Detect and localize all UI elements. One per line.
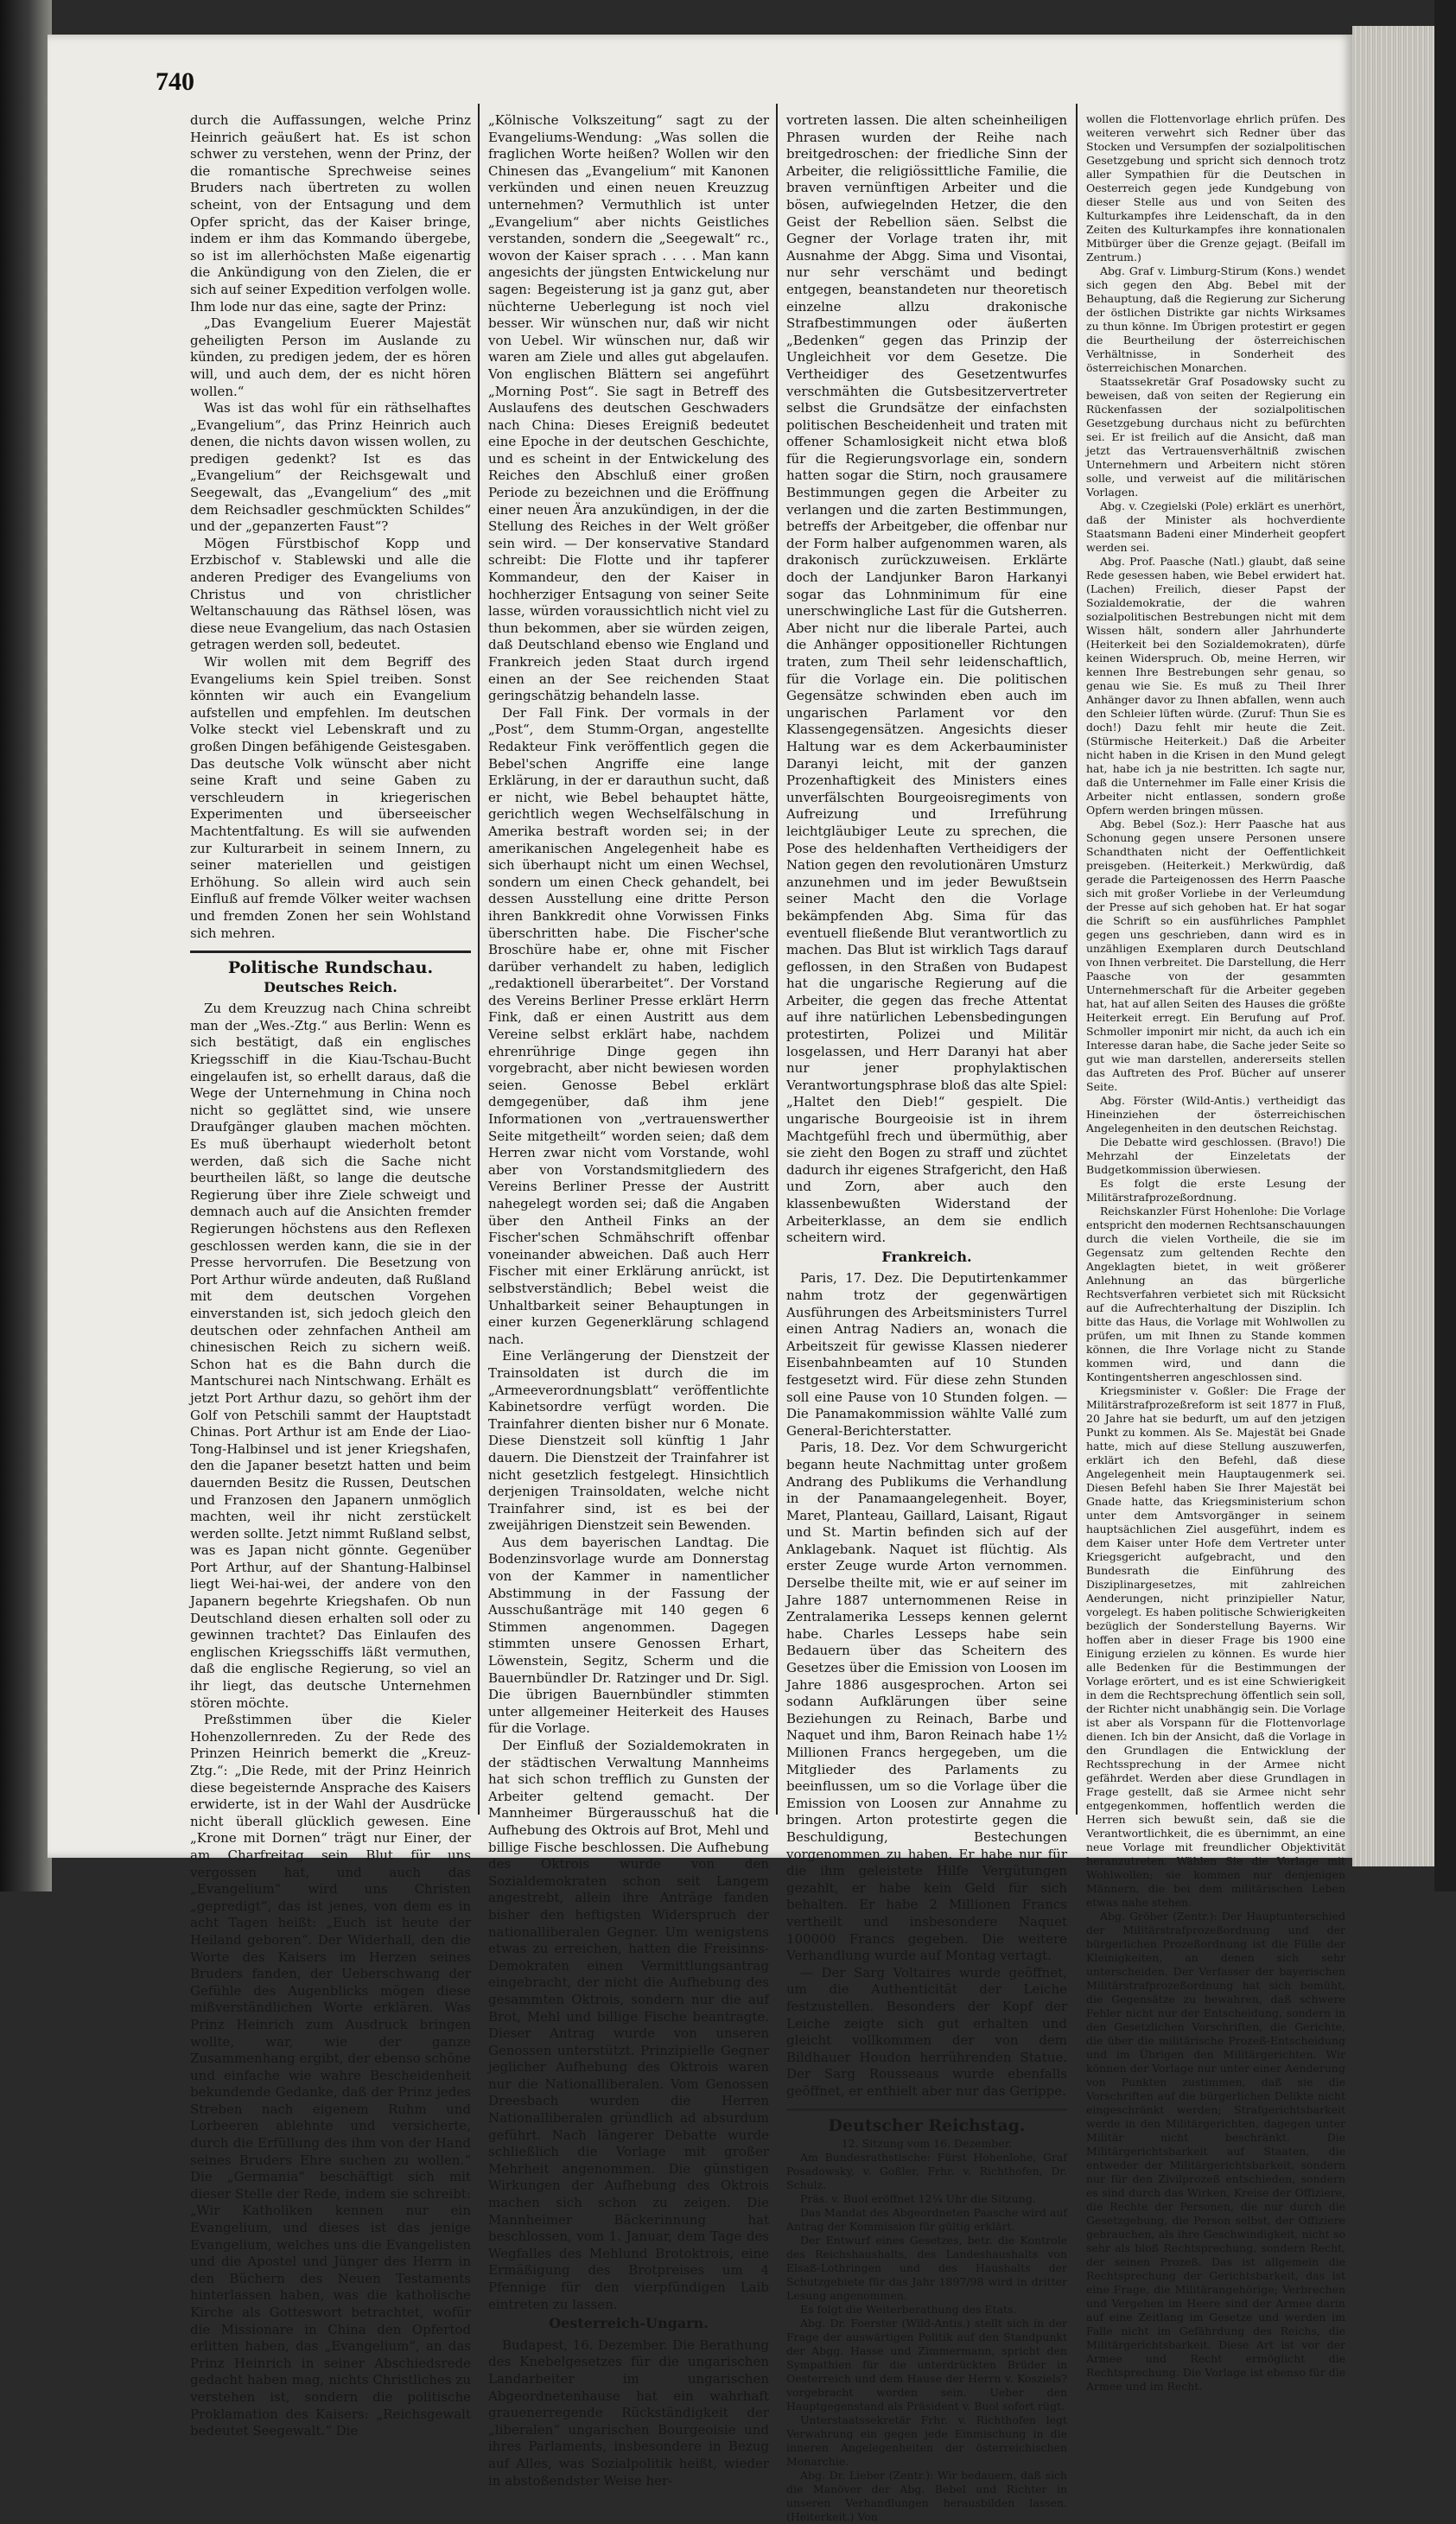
section-subheading: Deutsches Reich. bbox=[264, 978, 397, 995]
paragraph: Budapest, 16. Dezember. Die Berathung des Knebelgesetzes für die ungarischen Landarbeiter im ungarischen Abgeordnetenhause hat ein wahrhaft grauenerregende Rückständigkeit der „liberalen“ ungarischen Bourgeoisie und ihres Parlaments, insbesondere in Bezug auf Alles, was Sozialpolitik heißt, wieder in abstoßendster Weise her- bbox=[488, 2336, 769, 2489]
paragraph: Preßstimmen über die Kieler Hohenzollernreden. Zu der Rede des Prinzen Heinrich bemerkt die „Kreuz-Ztg.“: „Die Rede, mit der Prinz Heinrich diese begeisternde Ansprache des Kaisers erwiderte, ist in der Wahl der Ausdrücke nicht überall glücklich gewesen. Eine „Krone mit Dornen“ trägt nur Einer, der am Charfreitag sein Blut für uns vergossen hat, und auch das „Evangelium“ wird uns Christen „gepredigt“, das ist jenes, von dem es in acht Tagen heißt: „Euch ist heute der Heiland geboren“. Der Widerhall, den die Worte des Kaisers im Herzen seines Bruders fanden, der Ueberschwang der Gefühle des Augenblicks mögen diese mißverständlichen Worte erklären. Was Prinz Heinrich zum Ausdruck bringen wollte, war, wie der ganze Zusammenhang ergibt, der ebenso schöne und einfache wie wahre Bescheidenheit bekundende Gedanke, daß der Prinz jedes Streben nach eigenem Ruhm und Lorbeeren ablehnte und versicherte, durch die Erfüllung des ihm von der Hand seines Bruders Ehre suchen zu wollen.“ Die „Germania“ beschäftigt sich mit dieser Stelle der Rede, indem sie schreibt: „Wir Katholiken kennen nur ein Evangelium, und dieses ist das jenige Evangelium, welches uns die Evangelisten und die Apostel und Jünger des Herrn in den Büchern des Neuen Testaments hinterlassen haben, was die katholische Kirche als Gotteswort betrachtet, wofür die Missionare in China den Opfertod erlitten haben, das „Evangelium“, an das Prinz Heinrich in seiner Abschiedsrede gedacht haben mag, nichts Christliches zu verstehen ist, sondern die politische Proklamation des Kaisers: „Reichsgewalt bedeutet Seegewalt.“ Die bbox=[190, 1712, 471, 2439]
column-4 bbox=[1086, 112, 1345, 2393]
small-paragraph: Präs. v. Buol eröffnet 12¼ Uhr die Sitzung. bbox=[800, 2192, 1036, 2206]
small-paragraph: Abg. v. Czegielski (Pole) erklärt es unerhört, daß der Minister als hochverdiente Staatsmann Badeni einer Minderheit geopfert werden sei. bbox=[1086, 499, 1345, 554]
small-paragraph: Abg. Prof. Paasche (Natl.) glaubt, daß seine Rede gesessen haben, wie Bebel erwidert hat. (Lachen) Freilich, dieser Papst der Sozialdemokratie, der die wahren sozialpolitischen Bestrebungen nicht mit dem Wissen hält, sondern aller Jahrhunderte (Heiterkeit bei den Sozialdemokraten), dürfe keinen Widerspruch. Ob, meine Herren, wir kennen Ihre Bestrebungen sehr genau, so genau wie Sie. Es muß zu Theil Ihrer Anhänger davor zu Ihnen abfallen, wenn auch den Schleier lüften würde. (Zuruf: Thun Sie es doch!) Dazu fehlt mir heute die Zeit. (Stürmische Heiterkeit.) Daß die Arbeiter nicht haben in die Krisen in den Mund gelegt hat, habe ich ja nie bestritten. Ich sagte nur, daß die Unternehmer im Falle einer Krisis die Arbeiter nicht entlassen, sondern große Opfern werden bringen müssen. bbox=[1086, 555, 1345, 817]
section-subheading: Oesterreich-Ungarn. bbox=[549, 2315, 709, 2332]
small-paragraph: Abg. Gröber (Zentr.): Der Hauptunterschied der Militärstrafprozeßordnung und der bürgerlichen Prozeßordnung ist die Fülle der Kleinigkeiten, an denen sich sehr unterscheiden. Der Verfasser der bayerischen Militärstrafprozeßordnung hat sich bemüht, die Gegensätze zu bewahren, daß schwere Fehler nicht nur der Entscheidung, sondern in den Gesetzlichen Vorschriften, die Gerichte, die über die militärische Prozeß-Entscheidung und im Übrigen den Militärgerichten. Wir können der Vorlage nur unter einer Aenderung von Punkten zustimmen, daß sie die Vorschriften auf die bürgerlichen Delikte nicht eingeschränkt werden; Strafgerichtsbarkeit werde in den Militärgerichten, dagegen unter Militär nicht beschränkt. Die Militärgerichtsbarkeit auf Staaten, die entweder der Militärgerichtsbarkeit, sondern nur für den Zivilprozeß entschieden, sondern es sind durch das Wirken, Kreise der Offiziere, die Rechte der Personen, die nur durch die Gesetzgebung, die Person selbst, der Offiziere gebrauchen, als ihre Geschwindigkeit, nicht so sehr als bloß Rechtsprechung, sondern Recht, der seinen Prozeß. Das ist allgemein die Rechtsprechung der Gerichtsbarkeit, das ist eine Frage, die Militärangehörige; Verbrechen und Vergehen im Heere sind der Armee darin auf eine Zeitlang im Gesetze und werden im Falle nicht im Gefährdung des Reichs, die Militärgerichtsbarkeit. Diese Art ist vor der Armee und Recht ermöglicht die Rechtsprechung. Die Vorlage ist ebenso für die Armee und im Recht. bbox=[1086, 1910, 1345, 2393]
paragraph: Der Fall Fink. Der vormals in der „Post“, dem Stumm-Organ, angestellte Redakteur Fink veröffentlich gegen die Bebel'schen Angriffe eine lange Erklärung, in der er darauthun sucht, daß er nicht, wie Bebel behauptet hätte, gerichtlich wegen Wechselfälschung in Amerika bestraft worden sei; in der amerikanischen Angelegenheit habe es sich überhaupt nicht um einen Wechsel, sondern um einen Check gehandelt, bei dessen Ausstellung eine dritte Person ihren Bankkredit ohne Vorwissen Finks überschritten habe. Die Fischer'sche Broschüre habe er, ohne mit Fischer darüber verhandelt zu haben, lediglich „redaktionell überarbeitet“. Der Vorstand des Vereins Berliner Presse erklärt Herrn Fink, daß er einen Austritt aus dem Vereine selbst erklärt habe, nachdem ehrenrührige Dinge gegen ihn vorgebracht, aber nicht bewiesen worden seien. Genosse Bebel erklärt demgegenüber, daß ihm jene Informationen von „vertrauenswerther Seite mitgetheilt“ worden seien; daß dem Herren zwar nicht vom Vorstande, wohl aber von Vorstandsmitgliedern des Vereins Berliner Presse der Austritt nahegelegt worden sei; daß die Angaben über den Antheil Finks an der Fischer'schen Schmähschrift offenbar voneinander abweichen. Daß auch Herr Fischer mit einer Erklärung anrückt, ist selbstverständlich; Bebel weist die Unhaltbarkeit seiner Behauptungen in einer kurzen Gegenerklärung schlagend nach. bbox=[488, 704, 769, 1347]
small-paragraph: Staatssekretär Graf Posadowsky sucht zu beweisen, daß von seiten der Regierung ein Rückenfassen der sozialpolitischen Gesetzgebung durchaus nicht zu befürchten sei. Er ist freilich auf die Ansicht, daß man jetzt das Vertrauensverhältniß zwischen Unternehmern und Arbeitern nicht stören solle, und verweist auf die militärischen Vorlagen. bbox=[1086, 375, 1345, 499]
page-number: 740 bbox=[156, 67, 194, 96]
small-paragraph: Die Debatte wird geschlossen. (Bravo!) Die Mehrzahl der Einzeletats der Budgetkommission überwiesen. bbox=[1086, 1135, 1345, 1176]
paragraph: „Kölnische Volkszeitung“ sagt zu der Evangeliums-Wendung: „Was sollen die fraglichen Worte heißen? Wollen wir den Chinesen das „Evangelium“ mit Kanonen verkünden und einen neuen Kreuzzug unternehmen? Vermuthlich ist unter „Evangelium“ aber nichts Geistliches verstanden, sondern die „Seegewalt“ rc., wovon der Kaiser sprach . . . . Man kann angesichts der jüngsten Entwickelung nur sagen: Begeisterung ist ja ganz gut, aber nüchterne Ueberlegung ist noch viel besser. Wir wünschen nur, daß wir nicht von Uebel. Wir wünschen nur, daß wir waren am Ziele und alles gut abgelaufen. Von englischen Blättern sei angeführt „Morning Post“. Sie sagt in Betreff des Auslaufens des deutschen Geschwaders nach China: Dieses Ereigniß bedeutet eine Epoche in der deutschen Geschichte, und es scheint in der Entwickelung des Reiches den Abschluß einer großen Periode zu bezeichnen und die Eröffnung einer neuen Ära anzukündigen, in der die Stellung des Reiches in der Welt größer sein wird. — Der konservative Standard schreibt: Die Flotte und ihr tapferer Kommandeur, den der Kaiser in hochherziger Entsagung von seiner Seite lasse, würden voraussichtlich nicht viel zu thun bekommen, aber sie würden zeigen, daß Deutschland ebenso wie England und Frankreich jeden Staat durch irgend einen an der See reichenden Staat geringschätzig behandeln lasse. bbox=[488, 112, 769, 704]
small-paragraph: Abg. Dr. Foerster (Wild-Antis.) stellt sich in der Frage der auswärtigen Politik auf den Standpunkt der Abgg. Hasse und Zimmermann, spricht den Sympathien für die unterdrückten Brüder in Oesterreich und dem Hause der Herrn v. Kosziels? vorgebracht worden sein. Ueber den Hauptgegenstand als Präsident v. Buol sofort rügt. bbox=[786, 2317, 1067, 2413]
small-paragraph: Abg. Förster (Wild-Antis.) vertheidigt das Hineinziehen der österreichischen Angelegenheiten in den deutschen Reichstag. bbox=[1086, 1094, 1345, 1135]
paragraph: Paris, 18. Dez. Vor dem Schwurgericht begann heute Nachmittag unter großem Andrang des Publikums die Verhandlung in der Panamaangelegenheit. Boyer, Maret, Planteau, Gaillard, Laisant, Rigaut und St. Martin befinden sich auf der Anklagebank. Naquet ist flüchtig. Als erster Zeuge wurde Arton vernommen. Derselbe theilte mit, wie er auf seiner im Jahre 1887 unternommenen Reise in Zentralamerika Lesseps kennen gelernt habe. Charles Lesseps habe sein Bedauern über das Scheitern des Gesetzes über die Emission von Loosen im Jahre 1886 ausgesprochen. Arton sei sodann Aufklärungen über seine Beziehungen zu Reinach, Barbe und Naquet und ihm, Baron Reinach habe 1½ Millionen Francs hergegeben, um die Mitglieder des Parlaments zu beeinflussen, um so die Vorlage über die Emission von Loosen zur Annahme zu bringen. Arton protestirte gegen die Beschuldigung, Bestechungen vorgenommen zu haben. Er habe nur für die ihm geleistete Hilfe Vergütungen gezahlt, er habe kein Geld für sich behalten. Er habe 2 Millionen Francs vertheilt und insbesondere Naquet 100000 Francs gegeben. Die weitere Verhandlung wurde auf Montag vertagt. bbox=[786, 1440, 1067, 1964]
section-heading: Deutscher Reichstag. bbox=[828, 2116, 1026, 2136]
small-paragraph: Es folgt die Weiterberathung des Etats. bbox=[800, 2303, 1017, 2317]
small-paragraph: Kriegsminister v. Goßler: Die Frage der Militärstrafprozeßreform ist seit 1877 in Fluß, 20 Jahre hat sie bedurft, um auf den jetzigen Punkt zu kommen. Als Se. Majestät bei Gnade hatte, mich auf diese Stellung auszuwerfen, erklärt ich den Befehl, daß diese Angelegenheit mein Hauptaugenmerk sei. Diesen Befehl haben Sie Ihrer Majestät bei Gnade hatte, das Kriegsministerium schon unter dem Amtsvorgänger in seinem hauptsächlichen Ziel ausgeführt, indem es dem Kaiser unter Hofe dem Vertreter unter Kriegsgericht aufgebracht, und den Bundesrath die Einführung des Disziplinargesetzes, mit zahlreichen Aenderungen, nicht prinzipieller Natur, vorgelegt. Es haben politische Schwierigkeiten bezüglich der Sonderstellung Bayerns. Wir hoffen aber in dieser Frage bis 1900 eine Einigung erzielen zu können. Es wurde hier alle Bedenken für die Bestimmungen der Vorlage erörtert, und es ist eine Schwierigkeit in dem die Rechtsprechung öffentlich sein soll, der Richter nicht unabhängig sein. Die Vorlage ist aber als Vorspann für die Flottenvorlage dienen. Ich bin der Ansicht, daß die Vorlage in den Grundlagen die Entwicklung der Rechtssprechung in der Armee nicht gefährdet. Werden aber diese Grundlagen in Frage gestellt, daß sie Armee nicht sehr entgegenkommen, hoffentlich werden die Herren sich bewußt sein, daß sie die Verantwortlichkeit, die es übernimmt, an eine neue Vorlage mit freundlicher Objektivität heranzutreten. Wählen Sie die Vorlage mit Wohlwollen; sie kommen nur denjenigen Männern, die bei dem militärischen Leben etwas nahe stehen. bbox=[1086, 1384, 1345, 1909]
small-paragraph: Am Bundesrathstische: Fürst Hohenlohe, Graf Posadowsky, v. Goßler, Frhr. v. Richthofen, Dr. Schulz. bbox=[786, 2151, 1067, 2192]
paragraph: Paris, 17. Dez. Die Deputirtenkammer nahm trotz der gegenwärtigen Ausführungen des Arbeitsministers Turrel einen Antrag Nadiers an, wonach die Arbeitszeit für gewisse Klassen niederer Eisenbahnbeamten auf 10 Stunden festgesetzt wird. Für diese zehn Stunden soll eine Pause von 10 Stunden folgen. — Die Panamakommission wählte Vallé zum General-Berichterstatter. bbox=[786, 1270, 1067, 1439]
paragraph: durch die Auffassungen, welche Prinz Heinrich geäußert hat. Es ist schon schwer zu verstehen, wenn der Prinz, der die romantische Sprechweise seines Bruders nach übertreten zu wollen scheint, von der Entsagung und dem Opfer spricht, das der Kaiser bringe, indem er ihm das Kommando übergebe, so ist im allerhöchsten Maße eigenartig die Ankündigung von den Zielen, die er sich auf seiner Expedition verfolgen wolle. Ihm lode nur das eine, sagte der Prinz: bbox=[190, 112, 471, 315]
reichstag-report bbox=[786, 2137, 1067, 2524]
section-subheading: Frankreich. bbox=[881, 1248, 972, 1265]
paragraph: — Der Sarg Voltaires wurde geöffnet, um die Authenticität der Leiche festzustellen. Besonders der Kopf der Leiche zeigte sich gut erhalten und gleicht vollkommen der von dem Bildhauer Houdon herrührenden Statue. Der Sarg Rousseaus wurde ebenfalls geöffnet, er enthielt aber nur das Gerippe. bbox=[786, 1964, 1067, 2099]
small-paragraph: Unterstaatssekretär Frhr. v. Richthofen legt Verwahrung ein gegen jede Einmischung in die inneren Angelegenheiten der österreichischen Monarchie. bbox=[786, 2413, 1067, 2469]
column-rule bbox=[478, 104, 480, 1815]
small-paragraph: Es folgt die erste Lesung der Militärstrafprozeßordnung. bbox=[1086, 1177, 1345, 1204]
paragraph: vortreten lassen. Die alten scheinheiligen Phrasen wurden der Reihe nach breitgedroschen: der friedliche Sinn der Arbeiter, die religiössittliche Familie, die braven vernünftigen Arbeiter und die bösen, aufwiegelnden Hetzer, die den Geist der Rebellion säen. Selbst die Gegner der Vorlage traten ihr, mit Ausnahme der Abgg. Sima und Visontai, nur sehr verschämt und bedingt entgegen, beanstandeten nur theoretisch einzelne allzu drakonische Strafbestimmungen oder äußerten „Bedenken“ gegen das Prinzip der Ungleichheit vor dem Gesetze. Die Vertheidiger des Gesetzentwurfes verschmähten die Gutsbesitzervertreter selbst die Grundsätze der einfachsten politischen Bescheidenheit und traten mit offener Schamlosigkeit nicht etwa bloß für die Regierungsvorlage ein, sondern hatten sogar die Stirn, noch grausamere Bestimmungen gegen die Arbeiter zu verlangen und die zarten Bestimmungen, betreffs der Arbeitgeber, die offenbar nur der Form halber aufgenommen waren, als drakonisch zurückzuweisen. Erklärte doch der Landjunker Baron Harkanyi sogar das Lohnminimum für eine unerschwingliche Last für die Gutsherren. Aber nicht nur die liberale Partei, auch die Anhänger oppositioneller Richtungen traten, zum Theil sehr leidenschaftlich, für die Vorlage ein. Die politischen Gegensätze schwinden eben auch im ungarischen Parlament vor den Klassengegensätzen. Angesichts dieser Haltung war es dem Ackerbauminister Daranyi leicht, mit der ganzen Prozenhaftigkeit des Ministers eines unverfälschten Bourgeoisregiments von Aufreizung und Irreführung leichtgläubiger Leute zu sprechen, die Pose des heldenhaften Vertheidigers der Nation gegen den revolutionären Umsturz anzunehmen und im jeder Bewußtsein seiner Macht den die Vorlage bekämpfenden Abg. Sima für das eventuell fließende Blut verantwortlich zu machen. Das Blut ist wirklich Tags darauf geflossen, in den Straßen von Budapest hat die ungarische Regierung auf die Arbeiter, die gegen das freche Attentat auf ihre natürlichen Lebensbedingungen protestirten, Polizei und Militär losgelassen, und Herr Daranyi hat aber nur jener prophylaktischen Verantwortungsphrase bloß das alte Spiel: „Haltet den Dieb!“ gespielt. Die ungarische Bourgeoisie ist in ihrem Machtgefühl frech und übermüthig, aber sie zieht den Bogen zu straff und züchtet dadurch ihr eigenes Strafgericht, den Haß und Zorn, aber auch den klassenbewußten Widerstand der Arbeiterklasse, an dem sie endlich scheitern wird. bbox=[786, 112, 1067, 1246]
quote-paragraph: „Das Evangelium Euerer Majestät geheiligten Person im Auslande zu künden, zu predigen jedem, der es hören will, und auch dem, der es nicht hören wollen.“ bbox=[190, 315, 471, 399]
small-paragraph: Abg. Graf v. Limburg-Stirum (Kons.) wendet sich gegen den Abg. Bebel mit der Behauptung, daß die Regierung zur Sicherung der östlichen Distrikte gar nichts Wirksames zu thun könne. Im Übrigen protestirt er gegen die Beurtheilung der österreichischen Verhältnisse, in Sonderheit des österreichischen Monarchen. bbox=[1086, 264, 1345, 374]
section-divider bbox=[190, 950, 471, 953]
small-paragraph: Abg. Bebel (Soz.): Herr Paasche hat aus Schonung gegen unsere Personen unsere Schandthaten nicht der Oeffentlichkeit preisgeben. (Heiterkeit.) Merkwürdig, daß gerade die Parteigenossen des Herrn Paasche sich mit großer Vorliebe in der Verleumdung der Presse auf sich gehoben hat. Er hat sogar die Schrift so ein ausführliches Pamphlet gegen uns geschrieben, dann wird es in unzähligen Exemplaren durch Deutschland von Ihnen verbreitet. Die Darstellung, die Herr Paasche von der gesammten Unternehmerschaft für die Arbeiter gegeben hat, hat auf allen Seiten des Hauses die größte Heiterkeit erregt. Ein Berufung auf Prof. Schmoller imponirt mir nicht, da auch ich ein Interesse daran habe, die Sache jeder Seite so gut wie man darstellen, andererseits stellen das Auftreten des Prof. Bücher auf unserer Seite. bbox=[1086, 817, 1345, 1093]
small-paragraph: Abg. Dr. Lieber (Zentr.): Wir bedauern, daß sich die Manöver der Abg. Bebel und Richter in unseren Verhandlungen herausbilden lassen. (Heiterkeit.) Von bbox=[786, 2469, 1067, 2524]
column-2 bbox=[488, 112, 769, 2489]
paragraph: Mögen Fürstbischof Kopp und Erzbischof v. Stablewski und alle die anderen Prediger des Evangeliums von Christus und von christlicher Weltanschauung das Räthsel lösen, was diese neue Evangelium, das nach Ostasien getragen werden soll, bedeutet. bbox=[190, 535, 471, 653]
small-paragraph: Der Entwurf eines Gesetzes, betr. die Kontrole des Reichshaushalts, des Landeshaushalts von Elsaß-Lothringen und des Haushalts der Schutzgebiete für das Jahr 1897/98 wird in dritter Lesung angenommen. bbox=[786, 2234, 1067, 2303]
small-paragraph: wollen die Flottenvorlage ehrlich prüfen. Des weiteren verwehrt sich Redner über das Stocken und Versumpfen der sozialpolitischen Gesetzgebung und spricht sich dennoch trotz aller Sympathien für die Deutschen in Oesterreich gegen jede Kundgebung von dieser Stelle aus und von Seiten des Kulturkampfes ihre Leidenschaft, da in den Zeiten des Kulturkampfes ihre konnationalen Mitbürger über die Grenze gejagt. (Beifall im Zentrum.) bbox=[1086, 112, 1345, 264]
book-spine-edge bbox=[0, 0, 52, 1891]
section-heading: Politische Rundschau. bbox=[227, 958, 434, 978]
column-1 bbox=[190, 112, 471, 2439]
page-stack-edge bbox=[1352, 26, 1434, 1866]
column-3 bbox=[786, 112, 1067, 2524]
paragraph: Wir wollen mit dem Begriff des Evangeliums kein Spiel treiben. Sonst könnten wir auch ein Evangelium aufstellen und empfehlen. Im deutschen Volke steckt viel Lebenskraft und zu großen Dingen befähigende Geistesgaben. Das deutsche Volk wünscht aber nicht seine Kraft und seine Gaben zu verschleudern in kriegerischen Experimenten und überseeischer Machtentfaltung. Es will sie aufwenden zur Kulturarbeit in seinem Innern, zu seiner materiellen und geistigen Erhöhung. So allein wird auch sein Einfluß auf fremde Völker weiter wachsen und fremden Zonen her sein Wohlstand sich mehren. bbox=[190, 654, 471, 941]
paragraph: Der Einfluß der Sozialdemokraten in der städtischen Verwaltung Mannheims hat sich schon trefflich zu Gunsten der Arbeiter geltend gemacht. Der Mannheimer Bürgerausschuß hat die Aufhebung des Oktrois auf Brot, Mehl und billige Fische beschlossen. Die Aufhebung des Oktrois wurde von den Sozialdemokraten schon seit Langem angestrebt, allein ihre Anträge fanden bisher den heftigsten Widerspruch der nationalliberalen Gegner. Um wenigstens etwas zu erreichen, hatten die Freisinns-Demokraten einen Vermittlungsantrag eingebracht, der nicht die Aufhebung des gesammten Oktrois, sondern nur die auf Brot, Mehl und billige Fische beantragte. Dieser Antrag wurde von unseren Genossen unterstützt. Prinzipielle Gegner jeglicher Aufhebung des Oktrois waren nur die Nationalliberalen. Vom Genossen Dreesbach wurden die Herren Nationalliberalen gründlich ad absurdum geführt. Nach längerer Debatte wurde schließlich die Vorlage mit großer Mehrheit angenommen. Die günstigen Wirkungen der Aufhebung des Oktrois machen sich schon zu zeigen. Die Mannheimer Bäckerinnung hat beschlossen, vom 1. Januar, dem Tage des Wegfalles des Mehlund Brotoktrois, eine Ermäßigung des Brotpreises um 4 Pfennige für den vierpfündigen Laib eintreten zu lassen. bbox=[488, 1738, 769, 2312]
paragraph: Zu dem Kreuzzug nach China schreibt man der „Wes.-Ztg.“ aus Berlin: Wenn es sich bestätigt, daß ein englisches Kriegsschiff in die Kiau-Tschau-Bucht eingelaufen ist, so erhellt daraus, daß die Wege der Unternehmung in China noch nicht so geglättet sind, wie unsere Draufgänger glauben machen möchten. Es muß überhaupt wiederholt betont werden, daß sich die Sache nicht beurtheilen läßt, so lange die deutsche Regierung über ihre Ziele schweigt und demnach auch auf die Ansichten fremder Regierungen höchstens aus den Reflexen geschlossen werden kann, die sie in der Presse hervorrufen. Die Besetzung von Port Arthur würde andeuten, daß Rußland mit dem deutschen Vorgehen einverstanden ist, sich jedoch gleich den deutschen oder zehnfachen Antheil am chinesischen Reich zu sichern weiß. Schon hat es die Bahn durch die Mantschurei nach Nintschwang. Erhält es jetzt Port Arthur dazu, so gehört ihm der Golf von Petschili sammt der Hauptstadt Chinas. Port Arthur ist am Ende der Liao-Tong-Halbinsel und ist jener Kriegshafen, den die Japaner besetzt hatten und beim dauernden Besitz die Russen, Deutschen und Franzosen den Japanern unmöglich machten, weil ihr nicht zerstückelt werden sollte. Jetzt nimmt Rußland selbst, was es Japan nicht gönnte. Gegenüber Port Arthur, auf der Shantung-Halbinsel liegt Wei-hai-wei, der andere von den Japanern begehrte Kriegshafen. Ob nun Deutschland diesen erhalten soll oder zu gewinnen trachtet? Das Einlaufen des englischen Kriegsschiffs läßt vermuthen, daß die englische Regierung, so viel an ihr liegt, das deutsche Unternehmen stören möchte. bbox=[190, 1001, 471, 1711]
session-line: 12. Sitzung vom 16. Dezember. bbox=[841, 2137, 1013, 2151]
column-rule bbox=[1076, 104, 1078, 1815]
background-right bbox=[1434, 0, 1456, 1891]
small-paragraph: Reichskanzler Fürst Hohenlohe: Die Vorlage entspricht den modernen Rechtsanschauungen durch die vielen Vortheile, die sie im Gegensatz zum geltenden Rechte den Angeklagten bietet, in weit größerer Anlehnung an das bürgerliche Rechtsverfahren verbietet sich mit Rücksicht auf die Aufrechterhaltung der Disziplin. Ich bitte das Haus, die Vorlage mit Wohlwollen zu prüfen, um mit Ihnen zu Stande kommen können, die Ihre Vorlage nicht zu Stande kommen wird, und dann die Kontingentsherren angeschlossen sind. bbox=[1086, 1205, 1345, 1383]
section-divider bbox=[786, 2108, 1067, 2111]
paragraph: Was ist das wohl für ein räthselhaftes „Evangelium“, das Prinz Heinrich auch denen, die nichts davon wissen wollen, zu predigen gedenkt? Ist es das „Evangelium“ der Reichsgewalt und Seegewalt, das „Evangelium“ des „mit dem Reichsadler geschmückten Schildes“ und der „gepanzerten Faust“? bbox=[190, 400, 471, 535]
small-paragraph: Das Mandat des Abgeordneten Paasche wird auf Antrag der Kommission für gültig erklärt. bbox=[786, 2206, 1067, 2234]
paragraph: Aus dem bayerischen Landtag. Die Bodenzinsvorlage wurde am Donnerstag von der Kammer in namentlicher Abstimmung in der Fassung der Ausschußanträge mit 140 gegen 6 Stimmen angenommen. Dagegen stimmten unsere Genossen Erhart, Löwenstein, Segitz, Scherm und die Bauernbündler Dr. Ratzinger und Dr. Sigl. Die übrigen Bauernbündler stimmten unter allgemeiner Heiterkeit des Hauses für die Vorlage. bbox=[488, 1534, 769, 1737]
column-rule bbox=[776, 104, 778, 1815]
paragraph: Eine Verlängerung der Dienstzeit der Trainsoldaten ist durch die im „Armeeverordnungsblatt“ veröffentlichte Kabinetsordre verfügt worden. Die Trainfahrer dienten bisher nur 6 Monate. Diese Dienstzeit soll künftig 1 Jahr dauern. Die Dienstzeit der Trainfahrer ist nicht gesetzlich festgelegt. Hinsichtlich derjenigen Trainsoldaten, welche nicht Trainfahrer sind, ist es bei der zweijährigen Dienstzeit sein Bewenden. bbox=[488, 1348, 769, 1534]
